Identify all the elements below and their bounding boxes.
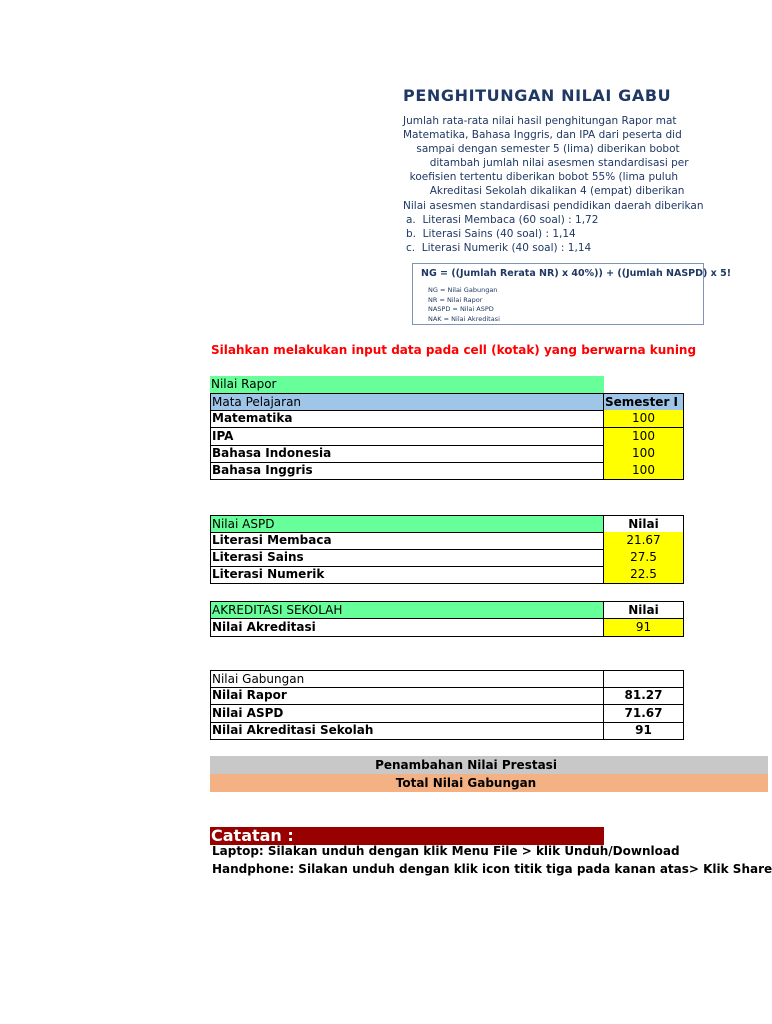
gabungan-label: Nilai Rapor <box>210 687 604 705</box>
akreditasi-label: Nilai Akreditasi <box>210 619 604 637</box>
banner-intro-line: Akreditasi Sekolah dikalikan 4 (empat) diberikan <box>403 185 685 197</box>
aspd-col-value: Nilai <box>603 515 684 533</box>
gabungan-label: Nilai Akreditasi Sekolah <box>210 722 604 740</box>
banner-intro-line: Jumlah rata-rata nilai hasil penghitungan Rapor mat <box>403 115 677 127</box>
rapor-value-input[interactable]: 100 <box>603 445 684 463</box>
aspd-label: Literasi Membaca <box>210 532 604 550</box>
banner-title: PENGHITUNGAN NILAI GABU <box>403 86 672 105</box>
akreditasi-value-input[interactable]: 91 <box>603 619 684 637</box>
gabungan-value: 71.67 <box>603 705 684 723</box>
banner-intro-line: koefisien tertentu diberikan bobot 55% (lima puluh <box>403 171 679 183</box>
legend-line: NAK = Nilai Akreditasi <box>428 314 500 323</box>
instruction-text: Silahkan melakukan input data pada cell (kotak) yang berwarna kuning <box>211 343 697 357</box>
akreditasi-section-label: AKREDITASI SEKOLAH <box>210 601 604 619</box>
rapor-subject: Bahasa Indonesia <box>210 445 604 463</box>
banner-aspd-item: c. Literasi Numerik (40 soal) : 1,14 <box>406 242 592 254</box>
akreditasi-col-value: Nilai <box>603 601 684 619</box>
aspd-label: Literasi Sains <box>210 549 604 567</box>
aspd-value-input[interactable]: 21.67 <box>603 532 684 550</box>
banner-intro-line: Matematika, Bahasa Inggris, dan IPA dari peserta did <box>403 129 682 141</box>
formula-text: NG = ((Jumlah Rerata NR) x 40%)) + ((Jumlah NASPD) x 5! <box>421 268 732 279</box>
rapor-value-input[interactable]: 100 <box>603 410 684 428</box>
banner-aspd-item: b. Literasi Sains (40 soal) : 1,14 <box>406 228 576 240</box>
legend-line: NG = Nilai Gabungan <box>428 286 498 294</box>
gabungan-title-value <box>603 670 684 688</box>
rapor-col-subject: Mata Pelajaran <box>210 393 604 411</box>
rapor-section-label: Nilai Rapor <box>210 376 604 394</box>
catatan-heading: Catatan : <box>210 827 604 845</box>
aspd-value-input[interactable]: 27.5 <box>603 549 684 567</box>
gabungan-value: 81.27 <box>603 687 684 705</box>
rapor-value-input[interactable]: 100 <box>603 462 684 480</box>
rapor-value-input[interactable]: 100 <box>603 428 684 446</box>
banner-intro-line: ditambah jumlah nilai asesmen standardisasi per <box>403 157 689 169</box>
catatan-handphone: Handphone: Silakan unduh dengan klik icon titik tiga pada kanan atas> Klik Share <box>212 862 772 876</box>
aspd-label: Literasi Numerik <box>210 566 604 584</box>
aspd-section-label: Nilai ASPD <box>210 515 604 533</box>
banner-aspd-intro: Nilai asesmen standardisasi pendidikan daerah diberikan <box>403 200 704 212</box>
legend-line: NR = Nilai Rapor <box>428 295 483 304</box>
formula-legend <box>428 286 500 324</box>
rapor-subject: Matematika <box>210 410 604 428</box>
catatan-laptop: Laptop: Silakan unduh dengan klik Menu File > klik Unduh/Download <box>212 844 680 858</box>
banner-aspd-item: a. Literasi Membaca (60 soal) : 1,72 <box>406 214 599 226</box>
total-nilai-bar: Total Nilai Gabungan <box>210 774 768 792</box>
formula-box <box>412 263 732 325</box>
rapor-subject: IPA <box>210 428 604 446</box>
rapor-subject: Bahasa Inggris <box>210 462 604 480</box>
legend-line: NASPD = Nilai ASPD <box>428 305 494 313</box>
gabungan-label: Nilai ASPD <box>210 705 604 723</box>
rules-banner <box>397 78 732 330</box>
gabungan-title: Nilai Gabungan <box>210 670 604 688</box>
penambahan-prestasi-bar: Penambahan Nilai Prestasi <box>210 756 768 774</box>
banner-intro-line: sampai dengan semester 5 (lima) diberikan bobot <box>403 143 680 155</box>
aspd-value-input[interactable]: 22.5 <box>603 566 684 584</box>
gabungan-value: 91 <box>603 722 684 740</box>
rapor-col-semester: Semester I <box>603 393 684 411</box>
